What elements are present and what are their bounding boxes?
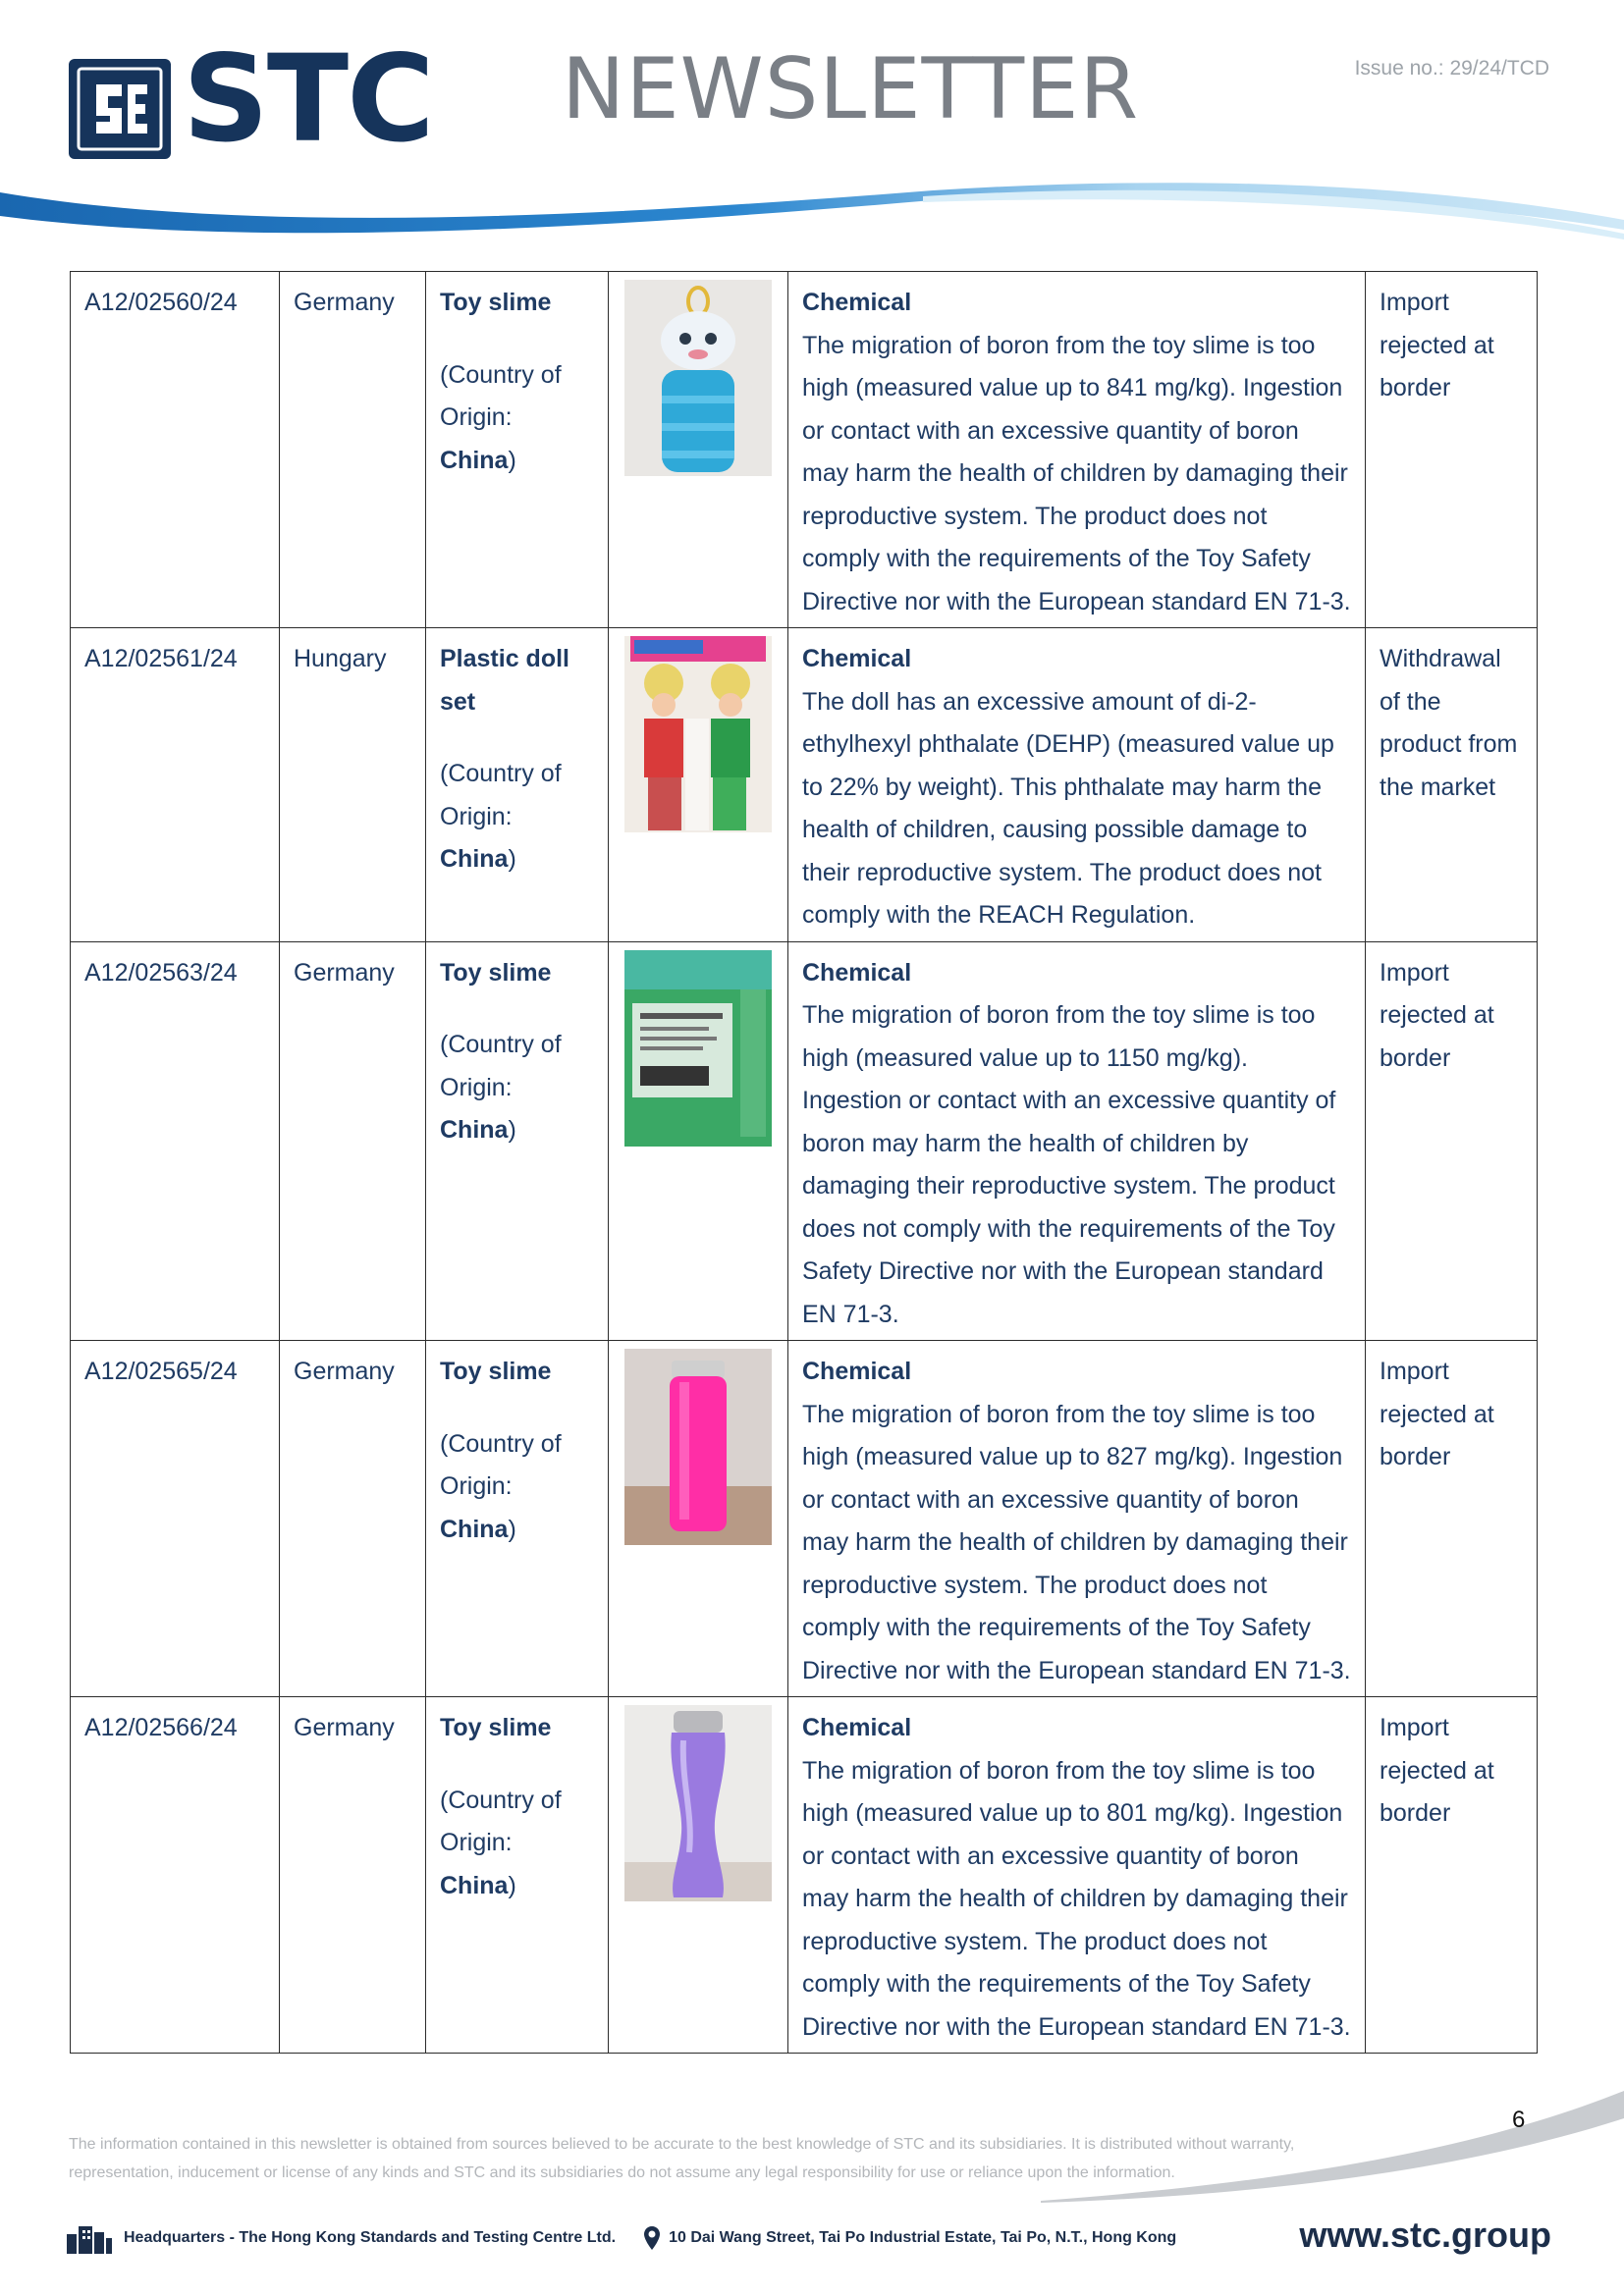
measure-cell <box>1366 941 1538 1341</box>
notification-ref <box>71 941 280 1341</box>
notification-ref <box>71 1697 280 2054</box>
product-photo-cell <box>609 628 788 942</box>
origin-close: ) <box>508 1116 516 1144</box>
product-photo-cell <box>609 272 788 628</box>
origin-label: (Country of Origin: <box>440 360 562 431</box>
building-icon <box>65 2222 114 2254</box>
notifying-country <box>280 1341 426 1697</box>
product-cell <box>426 1341 609 1697</box>
risk-type: Chemical <box>802 1358 912 1385</box>
origin-line <box>440 1780 594 1908</box>
measure-text: Import rejected at border <box>1380 1358 1494 1470</box>
page-header <box>0 0 1624 255</box>
issue-number: Issue no.: 29/24/TCD <box>1354 57 1549 80</box>
origin-close: ) <box>508 446 516 474</box>
country-text: Germany <box>294 1358 395 1385</box>
risk-cell <box>788 941 1366 1341</box>
measure-text: Import rejected at border <box>1380 1714 1494 1827</box>
risk-description: The migration of boron from the toy slime is too high (measured value up to 801 mg/kg). Ingestion or contact with an excessive quantity of boron may harm the health of children by damaging their reproductive system. The product does not comply with the requirements of the Toy Safety Directive nor with the European standard EN 71-3. <box>802 1756 1351 2041</box>
table-row <box>71 1341 1538 1697</box>
country-text: Germany <box>294 289 395 316</box>
measure-text: Import rejected at border <box>1380 289 1494 401</box>
website-link[interactable]: www.stc.group <box>1299 2215 1551 2255</box>
risk-type: Chemical <box>802 1714 912 1741</box>
notifying-country <box>280 941 426 1341</box>
origin-line <box>440 354 594 483</box>
measure-cell <box>1366 628 1538 942</box>
ref-text: A12/02561/24 <box>84 645 238 672</box>
notification-ref <box>71 1341 280 1697</box>
country-text: Germany <box>294 958 395 987</box>
product-photo-cell <box>609 1697 788 2054</box>
measure-cell <box>1366 1341 1538 1697</box>
notices-table-body <box>71 272 1538 2054</box>
measure-cell <box>1366 272 1538 628</box>
ref-text: A12/02560/24 <box>84 289 238 316</box>
ref-text: A12/02563/24 <box>84 958 238 987</box>
origin-line <box>440 1423 594 1552</box>
origin-label: (Country of Origin: <box>440 1031 562 1101</box>
notifying-country <box>280 272 426 628</box>
origin-label: (Country of Origin: <box>440 1429 562 1500</box>
stc-logo-mark-icon <box>67 57 173 161</box>
origin-label: (Country of Origin: <box>440 1786 562 1856</box>
measure-text: Import rejected at border <box>1380 958 1494 1072</box>
origin-country: China <box>440 446 509 474</box>
product-cell <box>426 628 609 942</box>
country-text: Germany <box>294 1714 395 1741</box>
product-photo-cell <box>609 941 788 1341</box>
risk-description: The migration of boron from the toy slime is too high (measured value up to 827 mg/kg). Ingestion or contact with an excessive quantity of boron may harm the health of children by damaging their reproductive system. The product does not comply with the requirements of the Toy Safety Directive nor with the European standard EN 71-3. <box>802 1400 1351 1684</box>
origin-close: ) <box>508 845 516 873</box>
ref-text: A12/02566/24 <box>84 1714 238 1741</box>
origin-line <box>440 753 594 881</box>
table-row <box>71 941 1538 1341</box>
product-name: Toy slime <box>440 289 552 316</box>
disclaimer-text: The information contained in this newsletter is obtained from sources believed to be accurate to the best knowledge of STC and its subsidiaries. It is distributed without warranty, representation, inducement or license of any kinds and STC and its subsidiaries do not assume any legal responsibility for use or reliance upon the information. <box>69 2136 1295 2181</box>
notification-ref <box>71 628 280 942</box>
risk-description: The migration of boron from the toy slime is too high (measured value up to 841 mg/kg). Ingestion or contact with an excessive quantity of boron may harm the health of children by damaging their reproductive system. The product does not comply with the requirements of the Toy Safety Directive nor with the European standard EN 71-3. <box>802 331 1351 615</box>
notification-ref <box>71 272 280 628</box>
origin-country: China <box>440 1515 509 1543</box>
notifying-country <box>280 1697 426 2054</box>
risk-cell <box>788 272 1366 628</box>
origin-close: ) <box>508 1515 516 1543</box>
slime-bottle-character-photo <box>617 280 780 476</box>
risk-cell <box>788 1697 1366 2054</box>
origin-country: China <box>440 845 509 873</box>
country-text: Hungary <box>294 645 387 672</box>
product-cell <box>426 1697 609 2054</box>
doll-set-package-photo <box>617 636 780 832</box>
origin-country: China <box>440 1871 509 1899</box>
risk-type: Chemical <box>802 289 912 316</box>
page-number: 6 <box>1512 2107 1526 2133</box>
risk-type: Chemical <box>802 645 912 672</box>
risk-description: The migration of boron from the toy slime is too high (measured value up to 1150 mg/kg). Ingestion or contact with an excessive quantity of boron may harm the health of children by damaging their reproductive system. The product does not comply with the requirements of the Toy Safety Directive nor with the European standard EN 71-3. <box>802 1001 1336 1328</box>
product-name: Toy slime <box>440 1358 552 1385</box>
purple-slime-bottle-photo <box>617 1705 780 1901</box>
product-name: Plastic doll set <box>440 645 569 716</box>
headquarters-label: Headquarters - The Hong Kong Standards and Testing Centre Ltd. <box>124 2229 617 2246</box>
origin-label: (Country of Origin: <box>440 760 562 830</box>
risk-description: The doll has an excessive amount of di-2-ethylhexyl phthalate (DEHP) (measured value up to 22% by weight). This phthalate may harm the health of children, causing possible damage to their reproductive system. The product does not comply with the REACH Regulation. <box>802 687 1334 929</box>
notices-table <box>70 271 1538 2054</box>
green-slime-bottle-photo <box>617 950 780 1147</box>
stc-wordmark: STC <box>183 29 433 169</box>
headquarters-address: 10 Dai Wang Street, Tai Po Industrial Estate, Tai Po, N.T., Hong Kong <box>669 2229 1177 2246</box>
product-name: Toy slime <box>440 1714 552 1741</box>
product-name: Toy slime <box>440 958 552 987</box>
product-cell <box>426 272 609 628</box>
pink-slime-tube-photo <box>617 1349 780 1545</box>
ref-text: A12/02565/24 <box>84 1358 238 1385</box>
table-row <box>71 272 1538 628</box>
newsletter-title: NEWSLETTER <box>562 40 1140 138</box>
product-cell <box>426 941 609 1341</box>
risk-cell <box>788 1341 1366 1697</box>
notifying-country <box>280 628 426 942</box>
measure-text: Withdrawal of the product from the market <box>1380 645 1518 801</box>
risk-cell <box>788 628 1366 942</box>
product-photo-cell <box>609 1341 788 1697</box>
origin-line <box>440 1024 594 1152</box>
location-pin-icon <box>643 2225 661 2251</box>
table-row <box>71 1697 1538 2054</box>
footer-address-bar <box>65 2220 1176 2256</box>
header-swoosh-decoration <box>0 177 1624 255</box>
risk-type: Chemical <box>802 958 912 987</box>
origin-close: ) <box>508 1871 516 1899</box>
origin-country: China <box>440 1116 509 1144</box>
measure-cell <box>1366 1697 1538 2054</box>
table-row <box>71 628 1538 942</box>
